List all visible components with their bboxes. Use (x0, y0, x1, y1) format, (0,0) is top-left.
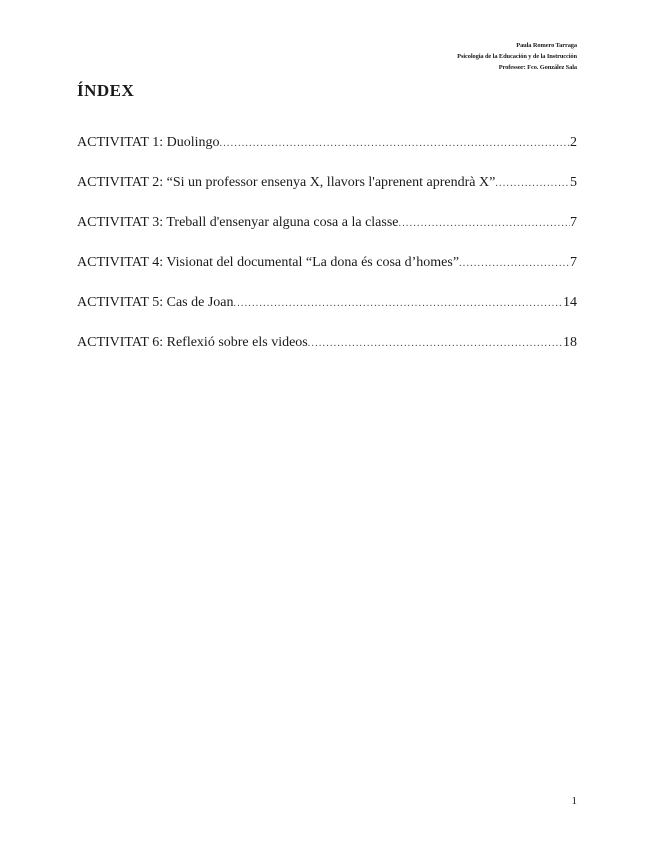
toc-entry-label: ACTIVITAT 6: Reflexió sobre els videos (77, 335, 308, 350)
toc-entry-page: 7 (570, 255, 577, 270)
header-professor: Professor: Fco. González Sala (498, 64, 577, 71)
toc-entry-page: 14 (563, 295, 577, 310)
toc-title: ÍNDEX (77, 81, 135, 100)
toc-entry-activitat-4[interactable] (77, 254, 577, 294)
toc-entry-label: ACTIVITAT 4: Visionat del documental “La dona és cosa d’homes” (77, 255, 460, 270)
toc-entry-activitat-1[interactable] (77, 134, 577, 174)
toc-entry-page: 18 (563, 335, 577, 350)
toc-entry-label: ACTIVITAT 1: Duolingo (77, 135, 220, 150)
dot-leader (399, 215, 570, 233)
page-header (457, 40, 577, 73)
table-of-contents (77, 134, 577, 374)
toc-entry-activitat-3[interactable] (77, 214, 577, 254)
page-number: 1 (571, 795, 577, 807)
toc-entry-activitat-2[interactable] (77, 174, 577, 214)
header-author: Paula Romero Tarraga (516, 42, 577, 49)
toc-entry-page: 2 (570, 135, 577, 150)
toc-entry-label: ACTIVITAT 3: Treball d'ensenyar alguna cosa a la classe (77, 215, 399, 230)
dot-leader (234, 295, 564, 313)
header-course: Psicologia de la Educación y de la Instrucción (457, 53, 577, 60)
toc-entry-label: ACTIVITAT 2: “Si un professor ensenya X, llavors l'aprenent aprendrà X” (77, 175, 496, 190)
toc-entry-activitat-6[interactable] (77, 334, 577, 374)
toc-entry-page: 5 (570, 175, 577, 190)
dot-leader (308, 335, 563, 353)
dot-leader (220, 135, 570, 153)
toc-entry-activitat-5[interactable] (77, 294, 577, 334)
dot-leader (495, 175, 570, 193)
toc-entry-page: 7 (570, 215, 577, 230)
toc-entry-label: ACTIVITAT 5: Cas de Joan (77, 295, 234, 310)
dot-leader (459, 255, 570, 273)
